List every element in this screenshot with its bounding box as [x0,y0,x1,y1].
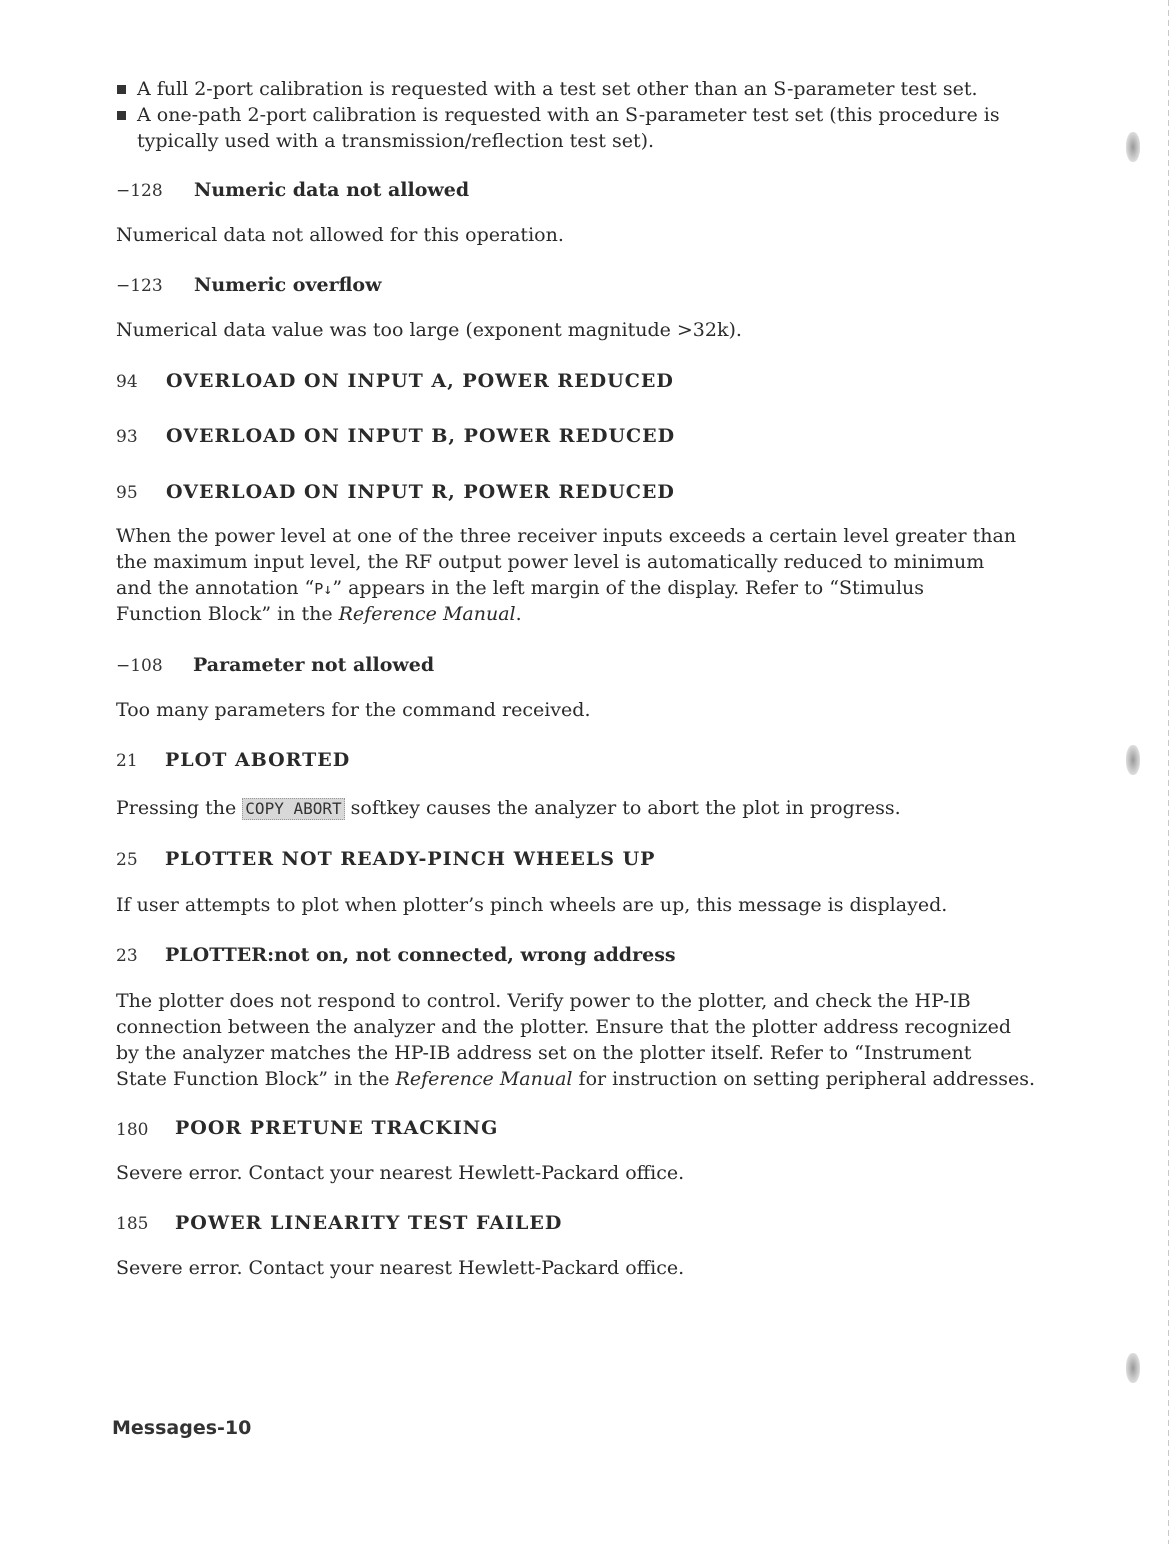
message-code: −128 [116,181,163,201]
message-code: 94 [116,372,138,392]
message-description: If user attempts to plot when plotter’s pinch wheels are up, this message is displayed. [116,894,948,916]
text-span: softkey causes the analyzer to abort the plot in progress. [344,797,901,819]
binder-hole-mark [1126,745,1140,775]
bullet-marker [117,85,126,94]
bullet-text: A one-path 2-port calibration is requested with an S-parameter test set (this procedure is [137,104,1000,126]
text-span: for instruction on setting peripheral addresses. [572,1068,1035,1090]
message-title: PLOTTER NOT READY-PINCH WHEELS UP [165,848,656,870]
message-code: −123 [116,276,163,296]
message-description: Too many parameters for the command received. [116,699,591,721]
text-span: State Function Block” in the [116,1068,396,1090]
manual-reference: Reference Manual [395,1068,573,1090]
message-description: Severe error. Contact your nearest Hewlett-Packard office. [116,1257,685,1279]
message-description: Numerical data not allowed for this operation. [116,224,564,246]
bullet-text: A full 2-port calibration is requested with a test set other than an S-parameter test set. [137,78,978,100]
message-title: OVERLOAD ON INPUT A, POWER REDUCED [166,370,674,392]
message-description-line: connection between the analyzer and the plotter. Ensure that the plotter address recognized [116,1016,1011,1038]
message-description: Numerical data value was too large (exponent magnitude >32k). [116,319,742,341]
text-span: Pressing the [116,797,243,819]
message-description-line: The plotter does not respond to control. Verify power to the plotter, and check the HP-IB [116,990,971,1012]
page-edge-line [1168,0,1169,1544]
message-title: Parameter not allowed [193,654,435,676]
message-code: 95 [116,483,138,503]
text-span: ” appears in the left margin of the display. Refer to “Stimulus [332,577,925,599]
bullet-marker [117,111,126,120]
message-description: Severe error. Contact your nearest Hewlett-Packard office. [116,1162,685,1184]
message-title: PLOT ABORTED [165,749,351,771]
copy-abort-softkey: COPY ABORT [242,798,344,820]
message-code: 23 [116,946,138,966]
message-code: 180 [116,1120,149,1140]
binder-hole-mark [1126,1353,1140,1383]
message-description-line: by the analyzer matches the HP-IB address set on the plotter itself. Refer to “Instrument [116,1042,972,1064]
binder-hole-mark [1126,132,1140,162]
message-code: −108 [116,656,163,676]
message-description-line [116,575,924,602]
message-description-line: When the power level at one of the three receiver inputs exceeds a certain level greater than [116,525,1017,547]
message-title: OVERLOAD ON INPUT R, POWER REDUCED [166,481,675,503]
manual-reference: Reference Manual [338,603,516,625]
message-title: Numeric overflow [194,274,382,296]
message-title: POWER LINEARITY TEST FAILED [175,1212,563,1234]
message-code: 93 [116,427,138,447]
message-title: Numeric data not allowed [194,179,470,201]
display-annotation: P↓ [314,580,333,598]
message-description-line: the maximum input level, the RF output power level is automatically reduced to minimum [116,551,985,573]
message-code: 25 [116,850,138,870]
message-title: PLOTTER:not on, not connected, wrong address [165,944,676,966]
message-description [116,795,901,821]
message-title: POOR PRETUNE TRACKING [175,1117,499,1139]
text-span: Function Block” in the [116,603,339,625]
message-code: 185 [116,1214,149,1234]
message-code: 21 [116,751,138,771]
message-title: OVERLOAD ON INPUT B, POWER REDUCED [166,425,676,447]
message-description-line [116,601,522,627]
message-description-line [116,1066,1035,1092]
bullet-text-continuation: typically used with a transmission/reflection test set). [137,130,655,152]
text-span: and the annotation “ [116,577,315,599]
page-footer: Messages-10 [112,1417,252,1439]
text-span: . [515,603,522,625]
